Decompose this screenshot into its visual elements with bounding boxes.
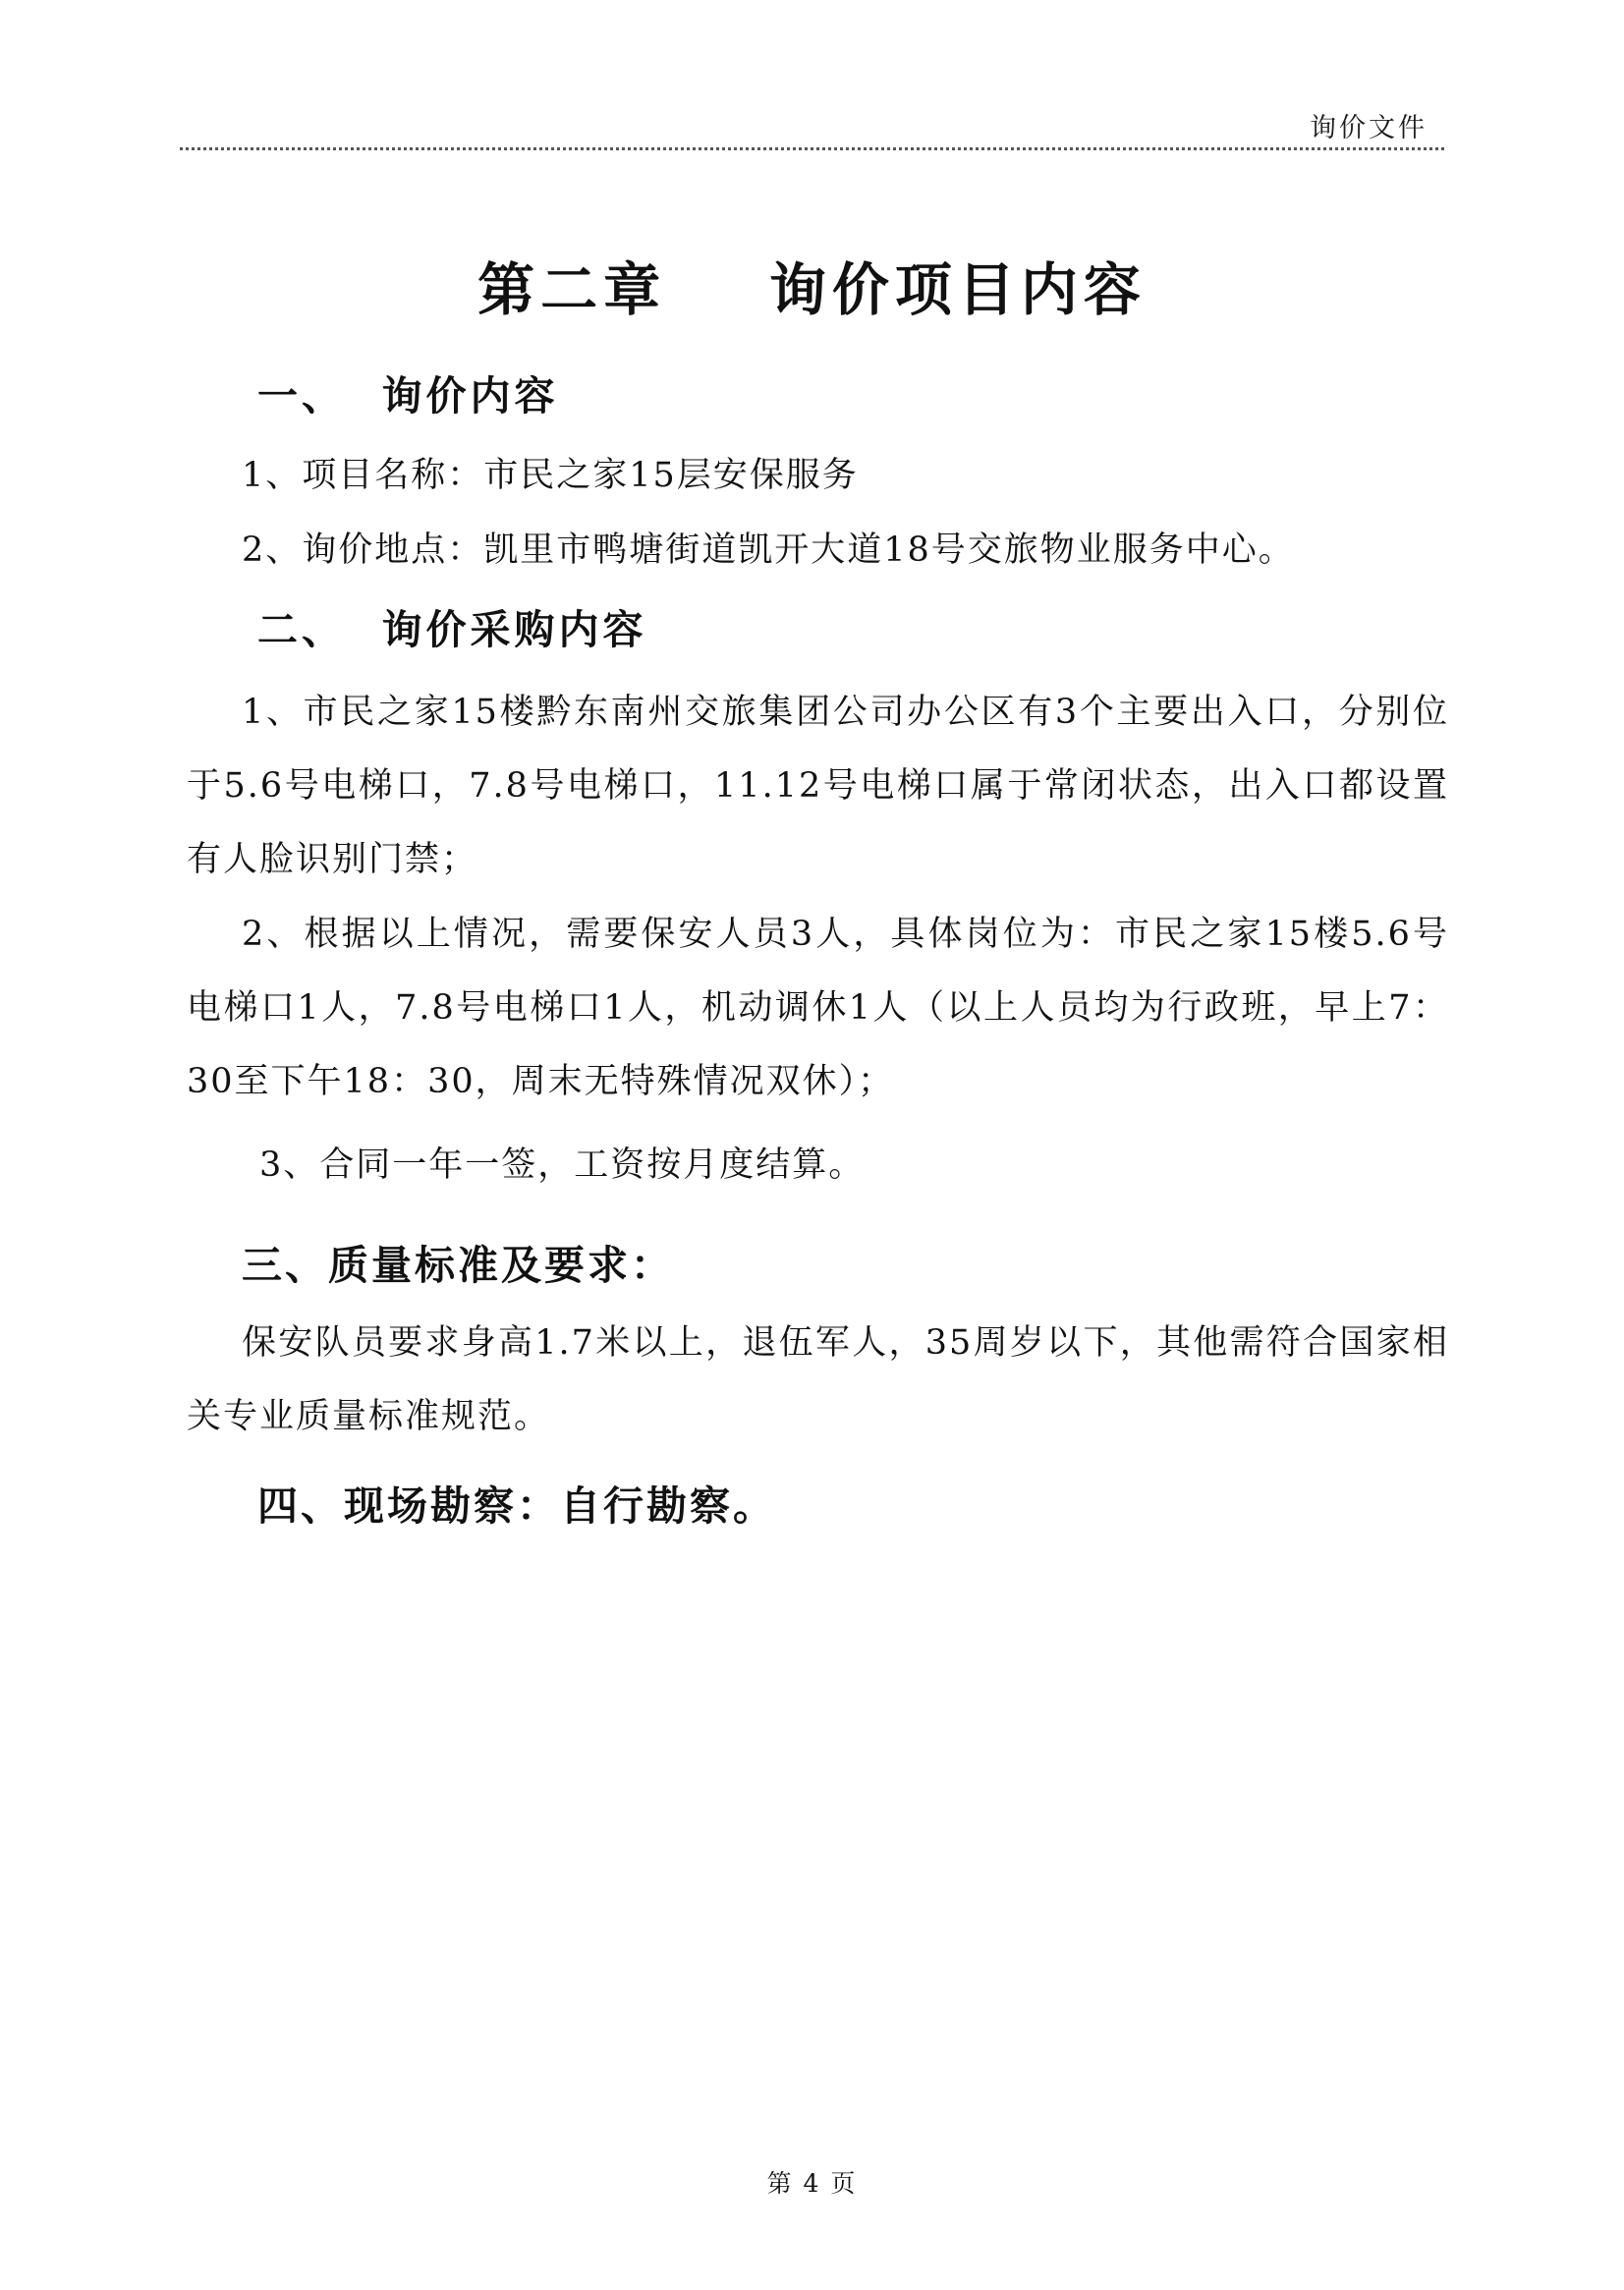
- header-label: 询价文件: [1310, 113, 1428, 143]
- page-number: 第 4 页: [766, 2169, 858, 2198]
- item-staffing: 2、根据以上情况，需要保安人员3人，具体岗位为：市民之家15楼5.6号电梯口1人，7.8号电梯口1人，机动调休1人（以上人员均为行政班，早上7：30至下午18：30，周末无特殊情况双休）；: [187, 915, 1449, 1101]
- item-entrances: 1、市民之家15楼黔东南州交旅集团公司办公区有3个主要出入口，分别位于5.6号电梯口，7.8号电梯口，11.12号电梯口属于常闭状态，出入口都设置有人脸识别门禁；: [187, 693, 1449, 879]
- item-inquiry-location: 2、询价地点：凯里市鸭塘街道凯开大道18号交旅物业服务中心。: [242, 531, 1295, 570]
- item-project-name: 1、项目名称：市民之家15层安保服务: [242, 456, 859, 495]
- quality-requirements-text: 保安队员要求身高1.7米以上，退伍军人，35周岁以下，其他需符合国家相关专业质量标准规范。: [187, 1323, 1449, 1436]
- chapter-title: 第二章 询价项目内容: [477, 256, 1147, 323]
- item-contract: 3、合同一年一签，工资按月度结算。: [259, 1145, 866, 1185]
- section-heading-quality-standards: 三、质量标准及要求：: [242, 1242, 674, 1289]
- section-heading-procurement-content: 二、 询价采购内容: [257, 606, 647, 653]
- section-heading-inquiry-content: 一、 询价内容: [257, 372, 559, 419]
- header-divider: [180, 147, 1444, 150]
- section-heading-site-survey: 四、现场勘察：自行勘察。: [257, 1482, 776, 1530]
